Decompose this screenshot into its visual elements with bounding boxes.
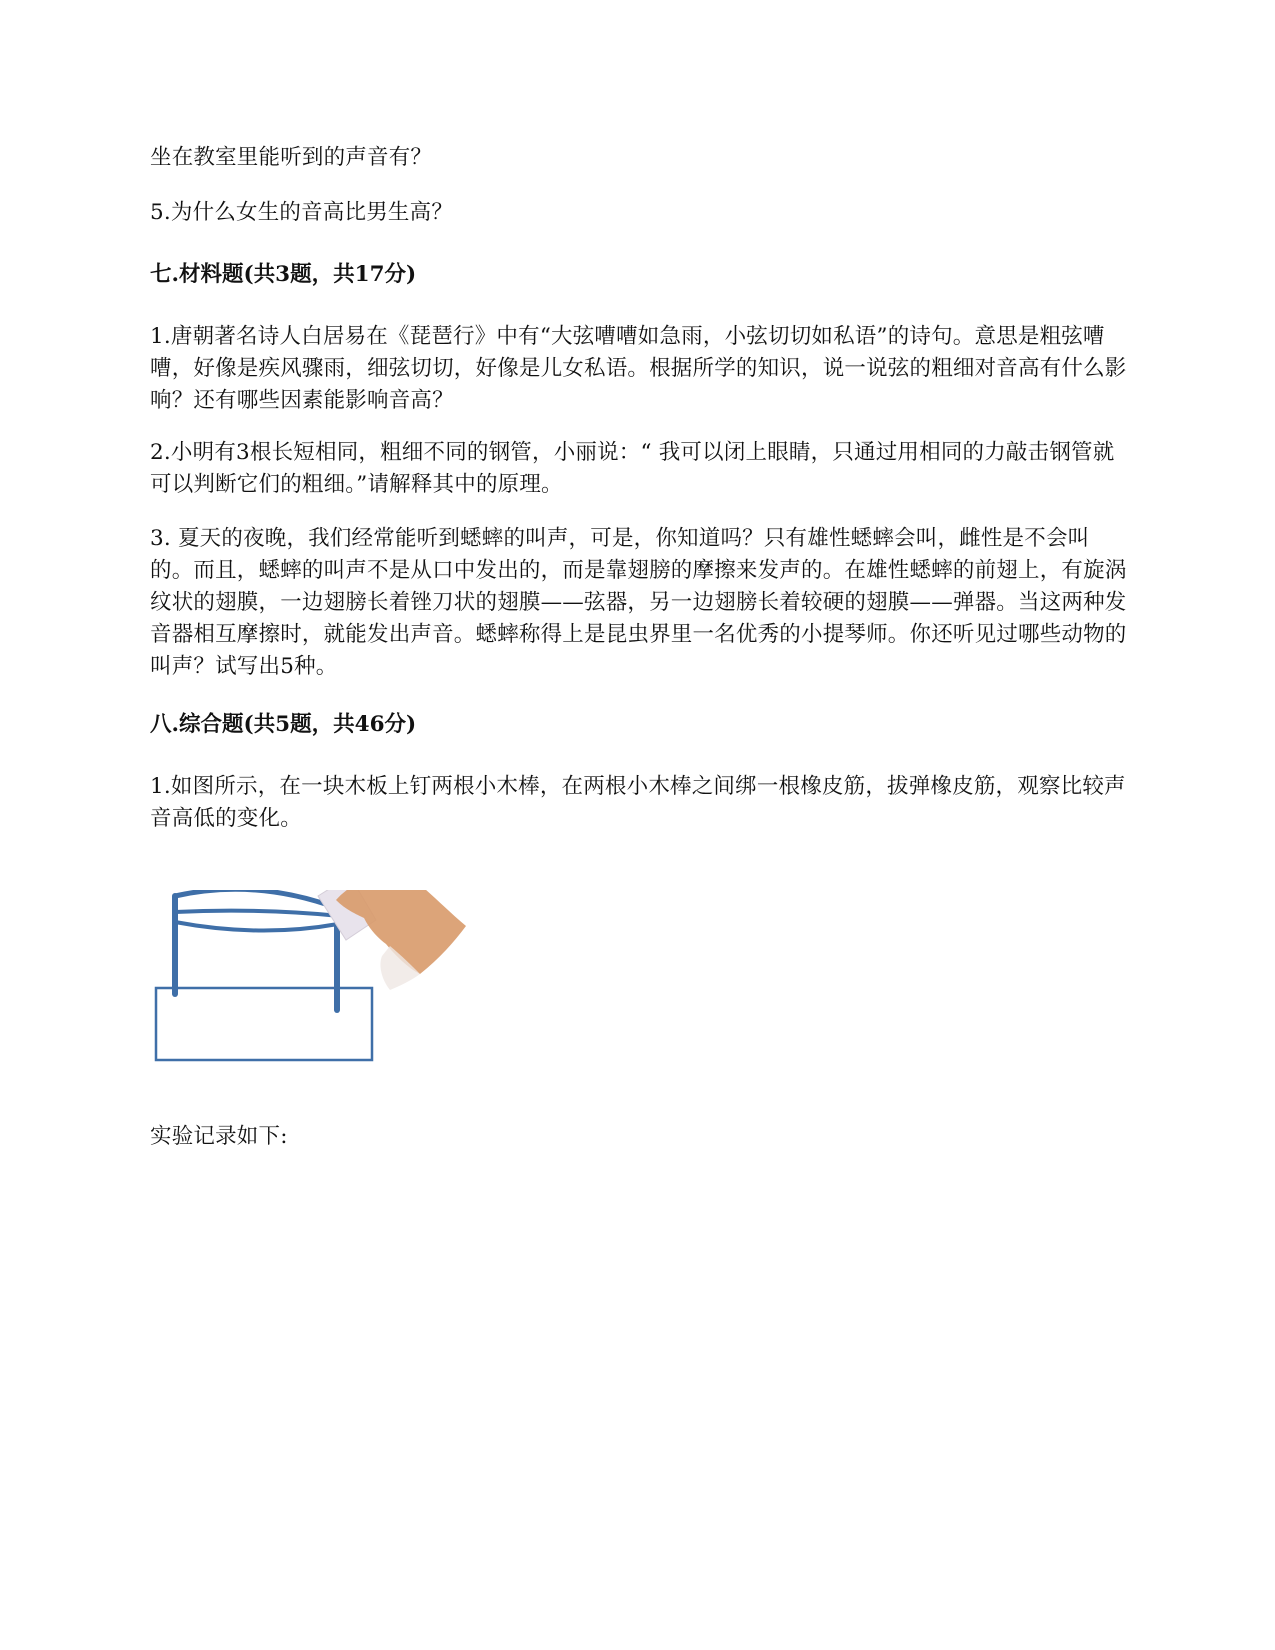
section-7-heading: 七.材料题(共3题，共17分) — [150, 262, 417, 287]
section-7-question-3: 3. 夏天的夜晚，我们经常能听到蟋蟀的叫声，可是，你知道吗？只有雄性蟋蟀会叫，雌性是不会叫的。而且，蟋蟀的叫声不是从口中发出的，而是靠翅膀的摩擦来发声的。在雄性蟋蟀的前翅上，有旋涡纹状的翅膜，一边翅膀长着锉刀状的翅膜——弦器，另一边翅膀长着较硬的翅膜——弹器。当这两种发音器相互摩擦时，就能发出声音。蟋蟀称得上是昆虫界里一名优秀的小提琴师。你还听见过哪些动物的叫声？试写出5种。 — [150, 526, 1127, 679]
rubber-band-top — [175, 890, 337, 908]
rubber-band-middle — [175, 911, 340, 916]
section-8-heading: 八.综合题(共5题，共46分) — [150, 712, 417, 737]
experiment-record-label: 实验记录如下: — [150, 1124, 288, 1149]
question-text-intro: 坐在教室里能听到的声音有？ — [150, 145, 433, 170]
rubber-band-experiment-figure — [150, 890, 490, 1130]
question-5: 5.为什么女生的音高比男生高？ — [150, 200, 454, 225]
section-7-question-1: 1.唐朝著名诗人白居易在《琵琶行》中有“大弦嘈嘈如急雨，小弦切切如私语”的诗句。意思是粗弦嘈嘈，好像是疾风骤雨，细弦切切，好像是儿女私语。根据所学的知识，说一说弦的粗细对音高有什么影响？还有哪些因素能影响音高？ — [150, 324, 1127, 413]
rubber-band-bottom — [175, 922, 338, 931]
section-8-question-1: 1.如图所示，在一块木板上钉两根小木棒，在两根小木棒之间绑一根橡皮筋，拔弹橡皮筋，观察比较声音高低的变化。 — [150, 774, 1126, 831]
section-7-question-2: 2.小明有3根长短相同，粗细不同的钢管，小丽说：“ 我可以闭上眼睛，只通过用相同的力敲击钢管就可以判断它们的粗细。”请解释其中的原理。 — [150, 440, 1115, 497]
